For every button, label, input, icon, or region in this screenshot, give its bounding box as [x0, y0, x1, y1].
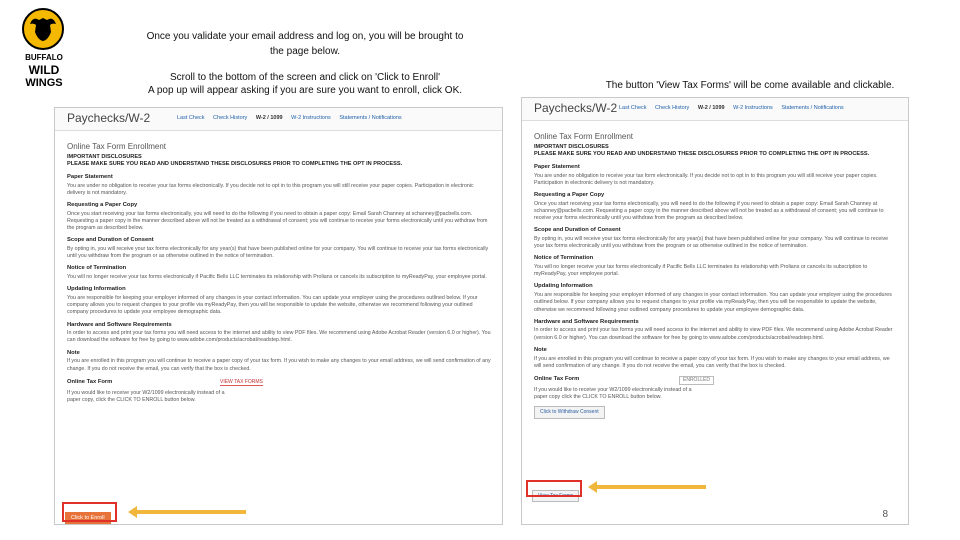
left-section-text: In order to access and print your tax forms you will need access to the internet and ability to view PDF files. We recommend using Adobe Acrobat Reader (version 6.0 or higher). You can download the software for free by going to www.adobe.com/products/acrobat/readstep.html. — [67, 330, 491, 344]
buffalo-wild-wings-logo — [18, 8, 70, 92]
right-screenshot — [521, 97, 909, 525]
left-nav-w2-instructions[interactable]: W-2 Instructions — [291, 115, 331, 121]
left-section-heading: Notice of Termination — [67, 265, 127, 272]
left-highlight-box — [62, 502, 117, 522]
buffalo-icon — [22, 8, 64, 50]
logo-text-buffalo: BUFFALO — [25, 53, 63, 62]
right-section-text: You are responsible for keeping your employer informed of any changes in your contact information. You can update your employer using the procedures outlined below. If your company allows you to request changes to your profile via myReadyPay, then you will be responsible to update the website, otherwise we recommend following your outlined company procedures to update your employee demographic data. — [534, 292, 892, 313]
right-header-title: Paychecks/W-2 — [534, 101, 618, 115]
right-disclosures-warning: PLEASE MAKE SURE YOU READ AND UNDERSTAND THESE DISCLOSURES PRIOR TO COMPLETING THE OPT IN PROCESS. — [534, 151, 870, 158]
right-section-heading: Hardware and Software Requirements — [534, 318, 639, 325]
left-section-text: You will no longer receive your tax forms electronically if Pacific Bells LLC terminates its relationship with Prolians or cancels its subscription to myReadyPay, your employee portal. — [67, 274, 487, 281]
right-section-heading: Note — [534, 346, 547, 353]
right-arrow-icon — [588, 483, 706, 491]
left-section-heading: Hardware and Software Requirements — [67, 321, 172, 328]
left-section-text: You are under no obligation to receive your tax forms electronically. If you decide not to opt in to this program you will still receive your paper copies. Participation in electronic delivery is not mandatory. — [67, 182, 474, 196]
left-page-body — [67, 136, 492, 405]
right-nav-w2-1099[interactable]: W-2 / 1099 — [697, 105, 725, 111]
left-section-heading: Note — [67, 349, 80, 356]
left-nav — [177, 115, 409, 121]
left-nav-last-check[interactable]: Last Check — [177, 115, 205, 121]
right-section-heading: Notice of Termination — [534, 255, 594, 262]
logo-text-wild: WILD — [28, 63, 60, 77]
left-nav-check-history[interactable]: Check History — [213, 115, 248, 121]
right-nav — [619, 105, 851, 111]
click-to-enroll-button[interactable]: Click to Enroll — [65, 512, 111, 524]
left-section-text: You are responsible for keeping your employer informed of any changes in your contact information. You can update your employer using the procedures outlined below. If your company allows you to request changes to your profile via myReadyPay, then you will be responsible to update the website, otherwise we recommend following your outlined company procedures to update your employee demographic data. — [67, 295, 478, 316]
page-number: 8 — [882, 509, 888, 520]
right-section-heading: Requesting a Paper Copy — [534, 191, 605, 198]
left-section-heading: Paper Statement — [67, 173, 113, 180]
left-section-text: If you are enrolled in this program you will continue to receive a paper copy of your tax form. If you wish to make any changes to your email address, we will send confirmation of any change. If you do not receive the email, you can verify that the box is checked. — [67, 358, 491, 372]
left-page-title: Online Tax Form Enrollment — [67, 142, 166, 151]
right-nav-check-history[interactable]: Check History — [655, 105, 690, 111]
left-nav-statements[interactable]: Statements / Notifications — [339, 115, 402, 121]
left-disclosures-warning: PLEASE MAKE SURE YOU READ AND UNDERSTAND THESE DISCLOSURES PRIOR TO COMPLETING THE OPT IN PROCESS. — [67, 161, 403, 168]
right-disclosures-label: IMPORTANT DISCLOSURES — [534, 143, 609, 150]
right-section-heading: Scope and Duration of Consent — [534, 227, 621, 234]
right-enrolled-badge: ENROLLED — [679, 376, 714, 385]
left-screenshot — [54, 107, 503, 525]
left-section-heading: Requesting a Paper Copy — [67, 201, 138, 208]
right-section-text: If you are enrolled in this program you will continue to receive a paper copy of your tax form. If you wish to make any changes to your email address, we will send confirmation of any change. If you do not receive the email, you can verify that the box is checked. — [534, 355, 890, 369]
right-tax-form-row — [534, 376, 898, 384]
left-tax-form-heading: Online Tax Form — [67, 378, 113, 385]
right-tax-form-heading: Online Tax Form — [534, 375, 580, 382]
right-nav-statements[interactable]: Statements / Notifications — [781, 105, 844, 111]
right-section-text: You will no longer receive your tax forms electronically if Pacific Bells LLC terminates its relationship with Prolians or cancels its subscription to myReadyPay, your employee portal. — [534, 264, 868, 278]
right-page-body — [534, 126, 898, 419]
left-section-heading: Updating Information — [67, 286, 126, 293]
caption-top-left: Once you validate your email address and log on, you will be brought to the page below. — [146, 31, 464, 57]
caption-mid-left-2: A pop up will appear asking if you are sure you want to enroll, click OK. — [147, 85, 463, 96]
click-to-withdraw-consent-button[interactable]: Click to Withdraw Consent — [534, 406, 605, 419]
left-disclosures-label: IMPORTANT DISCLOSURES — [67, 153, 142, 160]
left-section-text: Once you start receiving your tax forms electronically, you will need to do the following if you need to obtain a paper copy: Email Sarah Channey at schanney@pacbells.com. Requesting a paper copy in the manner described above will not be treated as a withdrawal of consent; you will continue to receive your forms electronically until you withdraw from the program as described below. — [67, 210, 488, 232]
right-nav-last-check[interactable]: Last Check — [619, 105, 647, 111]
left-tax-form-row — [67, 379, 492, 387]
right-section-heading: Updating Information — [534, 283, 593, 290]
left-arrow-icon — [128, 508, 246, 516]
view-tax-forms-button[interactable]: View Tax Forms — [532, 490, 579, 502]
right-section-heading: Paper Statement — [534, 163, 580, 170]
right-highlight-box — [526, 480, 582, 497]
right-tax-form-text: If you would like to receive your W2/1099 electronically instead of a paper copy click the CLICK TO ENROLL button below. — [534, 386, 692, 400]
right-section-text: You are under no obligation to receive your tax form electronically. If you decide not to opt in to this program you will still receive your paper copies. Participation in electronic delivery is not mandatory. — [534, 172, 878, 186]
right-nav-w2-instructions[interactable]: W-2 Instructions — [733, 105, 773, 111]
left-section-text: By opting in, you will receive your tax forms electronically for any year(s) that have been published online for your company. You will continue to receive your tax forms electronically until you withdraw from the program or as otherwise outlined in the notice of termination. — [67, 246, 489, 260]
right-section-text: Once you start receiving your tax forms electronically, you will need to do the following if you need to obtain a paper copy: Email Sarah Channey at schanney@pacbells.com. Requesting a paper copy in the manner described above will not be treated as a withdrawal of consent; you will continue to receive your forms electronically until you withdraw from the program as described below. — [534, 200, 884, 222]
right-section-text: In order to access and print your tax forms you will need access to the internet and ability to view PDF files. We recommend using Adobe Acrobat Reader (version 6.0 or higher). You can download the software for free by going to www.adobe.com/products/acrobat/readstep.html. — [534, 327, 893, 341]
right-section-text: By opting in, you will receive your tax forms electronically for any year(s) that have been published online for your company. You will continue to receive your tax forms electronically until you withdraw from the program or as otherwise outlined in the notice of termination. — [534, 236, 889, 250]
caption-right: The button 'View Tax Forms' will be come available and clickable. — [605, 80, 895, 91]
left-view-tax-forms-link[interactable]: VIEW TAX FORMS — [220, 378, 263, 385]
left-header-title: Paychecks/W-2 — [67, 111, 151, 125]
left-nav-w2-1099[interactable]: W-2 / 1099 — [255, 115, 283, 121]
right-page-title: Online Tax Form Enrollment — [534, 132, 633, 141]
left-tax-form-text: If you would like to receive your W2/1099 electronically instead of a paper copy, click the CLICK TO ENROLL button below. — [67, 389, 225, 403]
caption-mid-left-1: Scroll to the bottom of the screen and click on 'Click to Enroll' — [169, 72, 441, 83]
left-header — [55, 108, 502, 131]
left-section-heading: Scope and Duration of Consent — [67, 237, 154, 244]
logo-text-wings: WINGS — [25, 77, 63, 89]
right-header — [522, 98, 908, 121]
